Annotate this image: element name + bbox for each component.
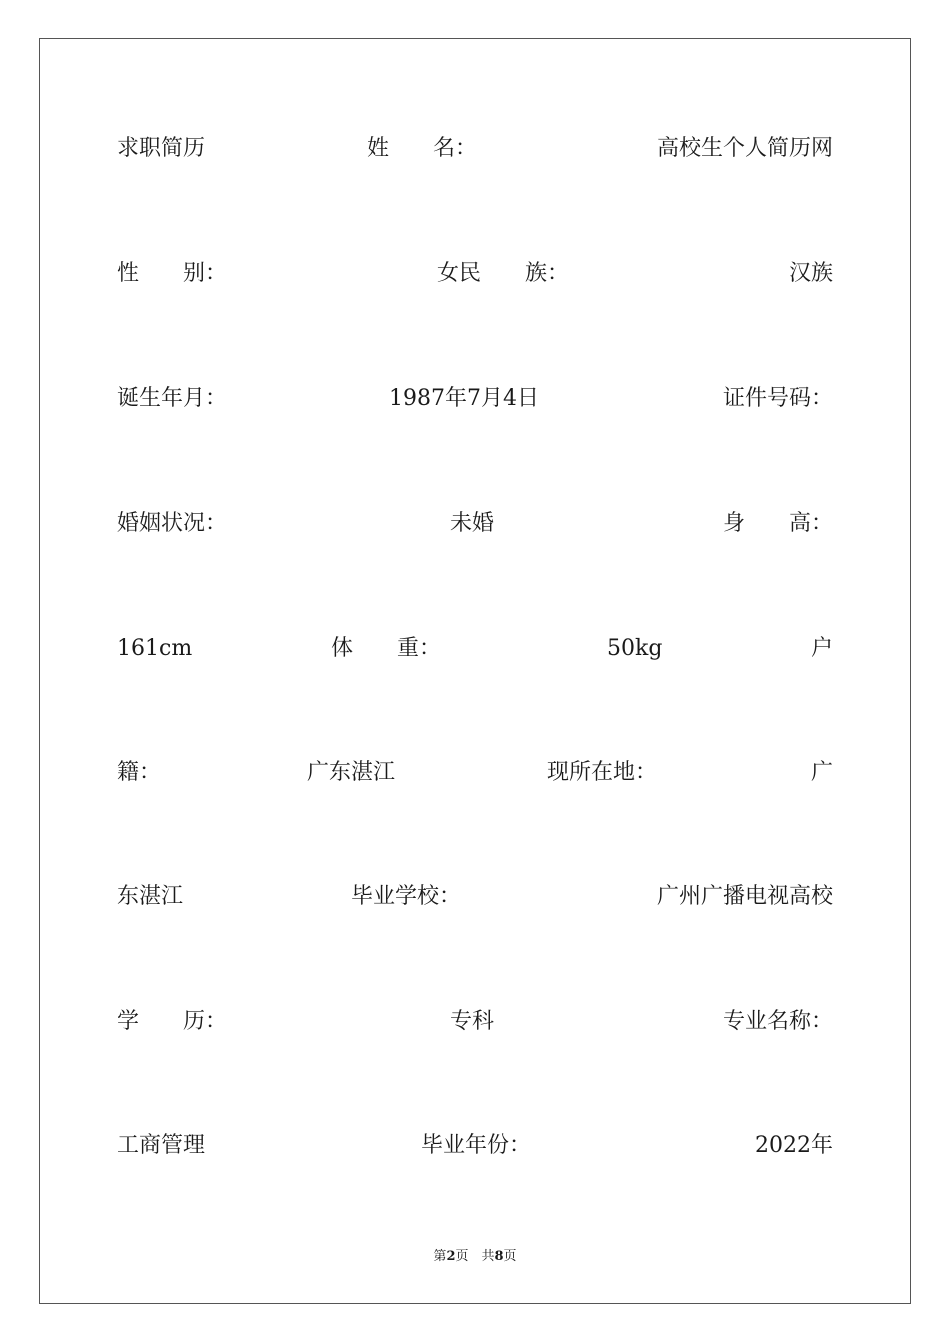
page-indicator xyxy=(0,1247,950,1267)
resume-line xyxy=(117,757,833,789)
ethnicity-value: 汉族 xyxy=(788,261,833,286)
marital-status-label: 婚姻状况： xyxy=(117,511,228,536)
current-page-number: 2 xyxy=(446,1249,456,1264)
page-border xyxy=(39,38,911,1304)
major-value: 工商管理 xyxy=(117,1133,206,1158)
resume-line xyxy=(117,1006,833,1038)
resume-line xyxy=(117,633,833,665)
resume-title: 求职简历 xyxy=(117,136,206,161)
graduation-year-label: 毕业年份： xyxy=(421,1133,532,1158)
name-value: 高校生个人简历网 xyxy=(656,136,833,161)
education-label: 学 历： xyxy=(117,1009,228,1034)
marital-status-value: 未婚 xyxy=(450,511,495,536)
hukou-label-start: 户 xyxy=(810,636,833,661)
total-suffix: 页 xyxy=(503,1249,517,1264)
resume-line xyxy=(117,133,833,165)
page-prefix: 第 xyxy=(433,1249,447,1264)
weight-value: 50kg xyxy=(607,636,663,661)
name-label: 姓 名： xyxy=(367,136,478,161)
graduation-year-value: 2022年 xyxy=(755,1133,833,1158)
height-value: 161cm xyxy=(117,636,193,661)
current-location-label: 现所在地： xyxy=(547,760,658,785)
school-value: 广州广播电视高校 xyxy=(656,884,833,909)
id-number-label: 证件号码： xyxy=(722,386,833,411)
birth-date-value: 1987年7月4日 xyxy=(389,386,539,411)
resume-line xyxy=(117,881,833,913)
resume-line xyxy=(117,383,833,415)
total-pages-number: 8 xyxy=(494,1249,504,1264)
resume-line xyxy=(117,258,833,290)
gender-ethnicity-field: 女民 族： xyxy=(437,261,570,286)
education-value: 专科 xyxy=(450,1009,495,1034)
birth-date-label: 诞生年月： xyxy=(117,386,228,411)
school-label: 毕业学校： xyxy=(351,884,462,909)
page-suffix: 页 共 xyxy=(455,1249,495,1264)
hukou-label-end: 籍： xyxy=(117,760,162,785)
resume-line xyxy=(117,508,833,540)
hukou-value: 广东湛江 xyxy=(307,760,396,785)
current-location-value-end: 东湛江 xyxy=(117,884,184,909)
major-label: 专业名称： xyxy=(722,1009,833,1034)
current-location-value-start: 广 xyxy=(810,760,833,785)
height-label: 身 高： xyxy=(722,511,833,536)
weight-label: 体 重： xyxy=(331,636,442,661)
resume-line xyxy=(117,1130,833,1162)
gender-label: 性 别： xyxy=(117,261,228,286)
